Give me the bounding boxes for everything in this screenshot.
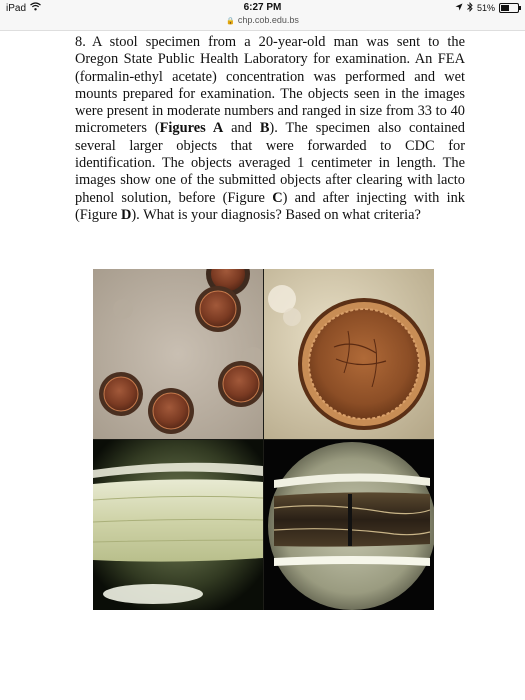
url-text: chp.cob.edu.bs xyxy=(237,15,299,25)
lock-icon: 🔒 xyxy=(226,18,235,25)
question-text xyxy=(75,34,465,224)
status-bar-right xyxy=(455,2,519,14)
question-text-part: and xyxy=(223,120,260,137)
battery-icon xyxy=(499,3,519,13)
bluetooth-icon xyxy=(467,2,473,14)
question-text-part: ) and after injecting with ink (Figure xyxy=(75,189,465,223)
question-text-part: ). What is your diagnosis? Based on what criteria? xyxy=(131,206,421,223)
figure-ref-d: D xyxy=(120,206,132,223)
figure-ref-a: Figures A xyxy=(159,120,224,137)
figure-panel-b xyxy=(264,269,434,439)
figure-panel-a xyxy=(93,269,263,439)
figure-ref-b: B xyxy=(259,120,270,137)
cleared-segment-before-image xyxy=(93,440,263,610)
question-text-part: A stool specimen from a 20-year-old man was sent to the Oregon State Public Health Laboratory for examination. An FEA (formalin-ethyl acetate) concentration was performed and wet mounts prepared for examination. The objects seen in the images were present in moderate numbers and ranged in size from 33 to 40 micrometers ( xyxy=(75,34,465,137)
battery-percent: 51% xyxy=(476,3,495,13)
device-name: iPad xyxy=(6,2,27,14)
status-bar xyxy=(0,0,525,31)
micrograph-egg-closeup-image xyxy=(264,269,434,439)
figure-panel-c xyxy=(93,440,263,610)
cleared-segment-after-image xyxy=(264,440,434,610)
status-time: 6:27 PM xyxy=(243,2,282,13)
battery-fill xyxy=(501,5,509,11)
micrograph-eggs-image xyxy=(93,269,263,439)
location-icon xyxy=(455,3,463,13)
figure-ref-c: C xyxy=(272,189,283,206)
question-number: 8. xyxy=(75,34,86,50)
figure-grid xyxy=(93,269,434,610)
question-block xyxy=(75,34,465,224)
question-text-part: ). The specimen also contained several larger objects that were forwarded to CDC for identification. The objects averaged 1 centimeter in length. The images show one of the submitted objects after clearing with lacto phenol solution, before (Figure xyxy=(75,120,465,206)
figure-panel-d xyxy=(264,440,434,610)
address-bar[interactable] xyxy=(0,15,525,25)
